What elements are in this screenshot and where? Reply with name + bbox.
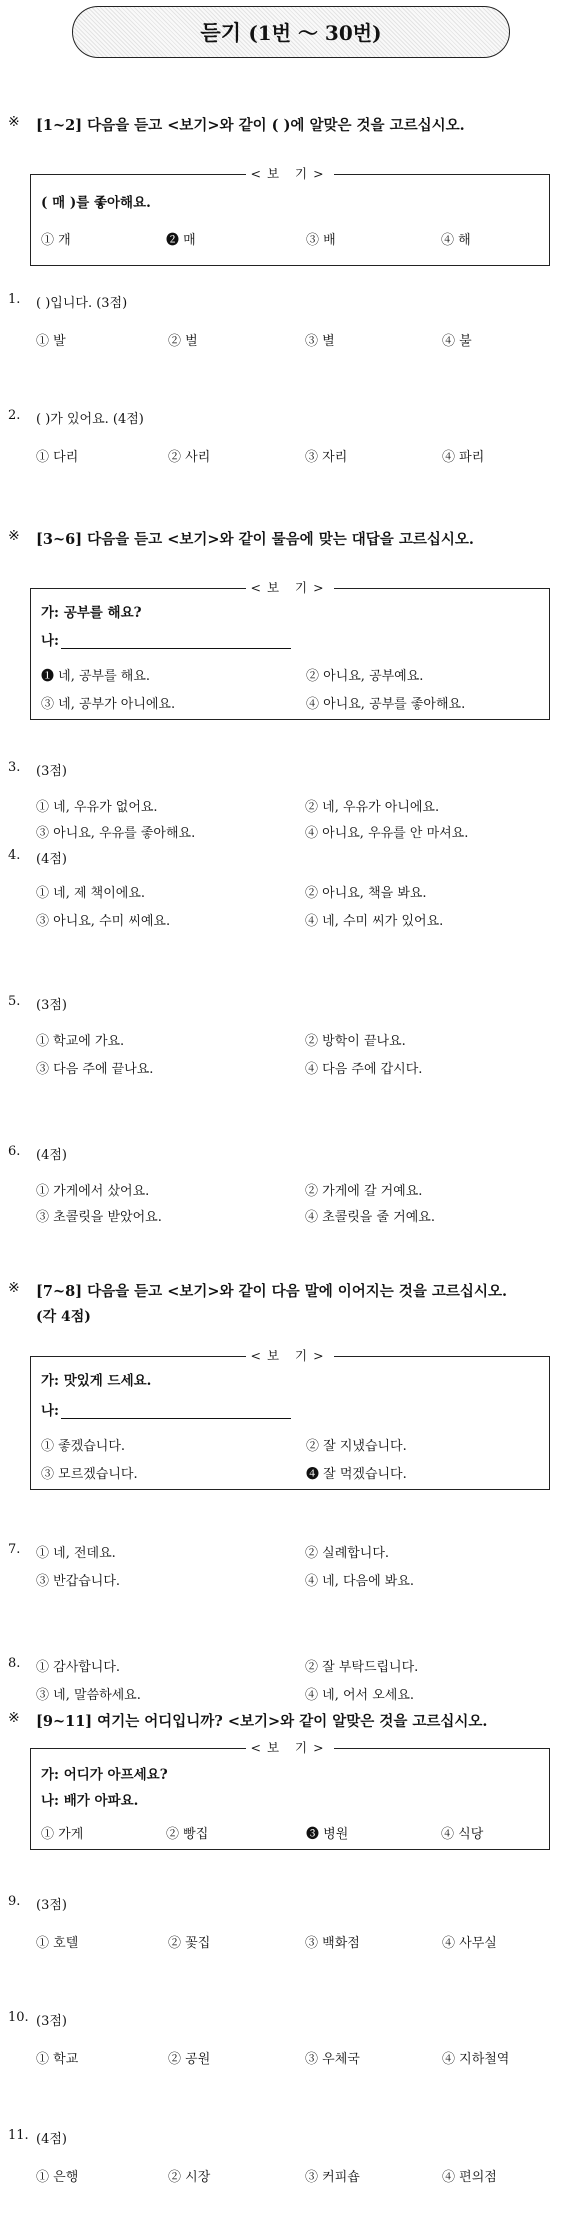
example-option-2: ② 아니요, 공부예요.: [306, 669, 424, 684]
question-number: 3.: [8, 760, 21, 775]
example-option-2: ② 잘 지냈습니다.: [306, 1439, 407, 1454]
question-number: 7.: [8, 1542, 21, 1557]
section3-instruction: [7~8] 다음을 듣고 <보기>와 같이 다음 말에 이어지는 것을 고르십시오.: [36, 1283, 508, 1300]
example-option-2: ② 빵집: [166, 1827, 209, 1842]
example-line-speaker-a: 가: 공부를 해요?: [41, 605, 142, 621]
answer-option[interactable]: ④ 불: [442, 334, 472, 349]
question-points: (4점): [36, 852, 67, 867]
answer-option[interactable]: ④ 파리: [442, 450, 485, 465]
answer-option[interactable]: ② 꽃집: [168, 1936, 211, 1951]
answer-option[interactable]: ④ 네, 수미 씨가 있어요.: [305, 914, 444, 929]
answer-option[interactable]: ② 방학이 끝나요.: [305, 1034, 406, 1049]
answer-option[interactable]: ① 호텔: [36, 1936, 79, 1951]
example-option-1: ① 가게: [41, 1827, 84, 1842]
question-number: 8.: [8, 1656, 21, 1671]
example-line-speaker-a: 가: 맛있게 드세요.: [41, 1373, 152, 1389]
question-number: 10.: [8, 2010, 29, 2025]
section1-instruction: [1~2] 다음을 듣고 <보기>와 같이 ( )에 알맞은 것을 고르십시오.: [36, 117, 465, 134]
answer-option[interactable]: ② 벌: [168, 334, 198, 349]
answer-option[interactable]: ④ 네, 어서 오세요.: [305, 1688, 415, 1703]
example-line-speaker-b: 나: 배가 아파요.: [41, 1793, 139, 1809]
question-number: 6.: [8, 1144, 21, 1159]
example-line-speaker-b: 나:: [41, 629, 291, 649]
answer-option[interactable]: ④ 아니요, 우유를 안 마셔요.: [305, 826, 469, 841]
answer-option[interactable]: ③ 다음 주에 끝나요.: [36, 1062, 154, 1077]
example-option-1: ① 좋겠습니다.: [41, 1439, 126, 1454]
answer-option[interactable]: ② 사리: [168, 450, 211, 465]
answer-option[interactable]: ② 네, 우유가 아니에요.: [305, 800, 440, 815]
answer-option[interactable]: ③ 별: [305, 334, 335, 349]
answer-option[interactable]: ④ 네, 다음에 봐요.: [305, 1574, 415, 1589]
answer-option[interactable]: ① 학교에 가요.: [36, 1034, 125, 1049]
section-title: [200, 17, 381, 47]
section4-instruction: [9~11] 여기는 어디입니까? <보기>와 같이 알맞은 것을 고르십시오.: [36, 1713, 488, 1730]
answer-option[interactable]: ② 시장: [168, 2170, 211, 2185]
example-label: <보 기>: [31, 580, 549, 596]
answer-option[interactable]: ③ 커피숍: [305, 2170, 360, 2185]
answer-option[interactable]: ② 가게에 갈 거예요.: [305, 1184, 423, 1199]
example-line-speaker-a: 가: 어디가 아프세요?: [41, 1767, 168, 1783]
example-label: <보 기>: [31, 1740, 549, 1756]
example-option-3: ③ 모르겠습니다.: [41, 1467, 138, 1482]
answer-option[interactable]: ② 아니요, 책을 봐요.: [305, 886, 427, 901]
answer-option[interactable]: ③ 네, 말씀하세요.: [36, 1688, 141, 1703]
question-number: 11.: [8, 2128, 29, 2143]
example-option-4: ④ 식당: [441, 1827, 484, 1842]
answer-option[interactable]: ① 가게에서 샀어요.: [36, 1184, 150, 1199]
example-option-1: ① 개: [41, 233, 71, 248]
question-number: 5.: [8, 994, 21, 1009]
answer-blank-line: [61, 634, 291, 649]
answer-option[interactable]: ① 다리: [36, 450, 79, 465]
question-number: 2.: [8, 408, 21, 423]
question-number: 9.: [8, 1894, 21, 1909]
answer-option[interactable]: ① 네, 제 책이에요.: [36, 886, 146, 901]
example-option-4: ④ 아니요, 공부를 좋아해요.: [306, 697, 466, 712]
title-range: (1번 ～ 30번): [248, 21, 382, 45]
example-option-1: ❶ 네, 공부를 해요.: [41, 669, 151, 684]
reference-mark: ※: [8, 114, 20, 130]
example-option-2: ❷ 매: [166, 233, 196, 248]
example-line-speaker-b: 나:: [41, 1399, 291, 1419]
section-title-banner: [72, 6, 510, 58]
answer-option[interactable]: ③ 우체국: [305, 2052, 360, 2067]
question-points: (3점): [36, 2014, 67, 2029]
answer-blank-line: [61, 1404, 291, 1419]
question-number: 1.: [8, 292, 21, 307]
reference-mark: ※: [8, 1710, 20, 1726]
reference-mark: ※: [8, 528, 20, 544]
answer-option[interactable]: ④ 지하철역: [442, 2052, 510, 2067]
title-main: 듣기: [200, 21, 241, 45]
answer-option[interactable]: ② 실례합니다.: [305, 1546, 390, 1561]
answer-option[interactable]: ③ 아니요, 수미 씨예요.: [36, 914, 171, 929]
section3-example-box: [30, 1348, 550, 1490]
example-label: <보 기>: [31, 1348, 549, 1364]
example-prompt: ( 매 )를 좋아해요.: [41, 195, 151, 211]
section1-example-box: [30, 166, 550, 266]
answer-option[interactable]: ① 네, 전데요.: [36, 1546, 116, 1561]
answer-option[interactable]: ③ 반갑습니다.: [36, 1574, 121, 1589]
answer-option[interactable]: ① 발: [36, 334, 66, 349]
section4-example-box: [30, 1740, 550, 1850]
section3-points-note: (각 4점): [36, 1309, 91, 1325]
question-points: (3점): [36, 764, 67, 779]
example-option-4: ❹ 잘 먹겠습니다.: [306, 1467, 407, 1482]
example-option-3: ❸ 병원: [306, 1827, 349, 1842]
answer-option[interactable]: ④ 초콜릿을 줄 거예요.: [305, 1210, 435, 1225]
example-option-3: ③ 네, 공부가 아니에요.: [41, 697, 176, 712]
answer-option[interactable]: ③ 초콜릿을 받았어요.: [36, 1210, 162, 1225]
example-label: <보 기>: [31, 166, 549, 182]
answer-option[interactable]: ① 감사합니다.: [36, 1660, 121, 1675]
section2-example-box: [30, 580, 550, 720]
reference-mark: ※: [8, 1280, 20, 1296]
example-option-4: ④ 해: [441, 233, 471, 248]
answer-option[interactable]: ① 네, 우유가 없어요.: [36, 800, 158, 815]
answer-option[interactable]: ③ 백화점: [305, 1936, 360, 1951]
section2-instruction: [3~6] 다음을 듣고 <보기>와 같이 물음에 맞는 대답을 고르십시오.: [36, 531, 474, 548]
question-points: (3점): [36, 998, 67, 1013]
answer-option[interactable]: ② 잘 부탁드립니다.: [305, 1660, 419, 1675]
answer-option[interactable]: ③ 아니요, 우유를 좋아해요.: [36, 826, 196, 841]
answer-option[interactable]: ② 공원: [168, 2052, 211, 2067]
example-option-3: ③ 배: [306, 233, 336, 248]
question-points: (4점): [36, 2132, 67, 2147]
question-stem: ( )가 있어요. (4점): [36, 412, 144, 427]
answer-option[interactable]: ④ 편의점: [442, 2170, 497, 2185]
answer-option[interactable]: ③ 자리: [305, 450, 348, 465]
answer-option[interactable]: ① 은행: [36, 2170, 79, 2185]
answer-option[interactable]: ④ 다음 주에 갑시다.: [305, 1062, 423, 1077]
answer-option[interactable]: ① 학교: [36, 2052, 79, 2067]
answer-option[interactable]: ④ 사무실: [442, 1936, 497, 1951]
question-number: 4.: [8, 848, 21, 863]
question-points: (3점): [36, 1898, 67, 1913]
question-stem: ( )입니다. (3점): [36, 296, 128, 311]
question-points: (4점): [36, 1148, 67, 1163]
